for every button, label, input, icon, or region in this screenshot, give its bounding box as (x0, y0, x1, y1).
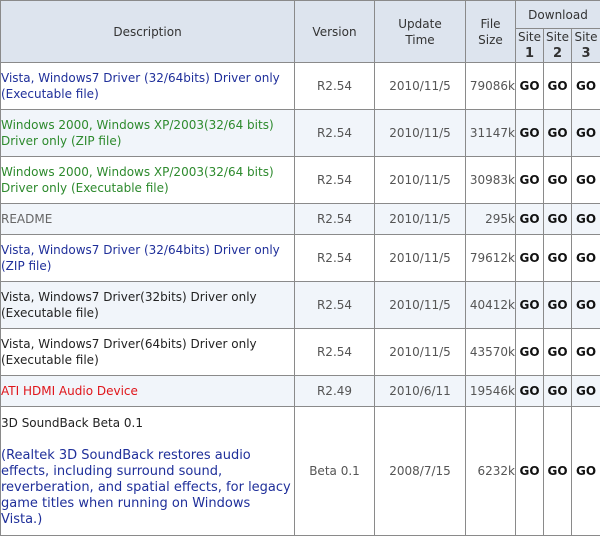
version-header: Version (295, 1, 375, 63)
download-site-1-link[interactable]: GO (516, 376, 544, 407)
download-site-1-link[interactable]: GO (516, 63, 544, 110)
description-text[interactable]: Windows 2000, Windows XP/2003(32/64 bits) Driver only (Executable file) (1, 165, 274, 195)
description-text[interactable]: Vista, Windows7 Driver(32bits) Driver only (Executable file) (1, 290, 257, 320)
table-row (1, 235, 600, 282)
download-site-1-link[interactable]: GO (516, 329, 544, 376)
row-version: R2.54 (295, 63, 375, 110)
download-site-2-link[interactable]: GO (544, 282, 572, 329)
row-file-size: 79086k (466, 63, 516, 110)
row-description[interactable] (1, 329, 295, 376)
row-update-time: 2010/11/5 (375, 63, 466, 110)
row-description[interactable] (1, 63, 295, 110)
row-description[interactable] (1, 407, 295, 536)
row-version: R2.54 (295, 157, 375, 204)
download-site-2-link[interactable]: GO (544, 235, 572, 282)
row-update-time: 2010/11/5 (375, 329, 466, 376)
row-version: R2.54 (295, 204, 375, 235)
table-body (1, 63, 600, 536)
row-version: R2.54 (295, 235, 375, 282)
row-update-time: 2010/11/5 (375, 235, 466, 282)
download-site-2-link[interactable]: GO (544, 329, 572, 376)
download-site-2-link[interactable]: GO (544, 157, 572, 204)
row-file-size: 19546k (466, 376, 516, 407)
download-site-2-link[interactable]: GO (544, 204, 572, 235)
description-header: Description (1, 1, 295, 63)
site-1-header: Site 1 (516, 29, 544, 63)
description-text[interactable]: 3D SoundBack Beta 0.1 (1, 416, 143, 430)
row-update-time: 2010/11/5 (375, 204, 466, 235)
row-file-size: 295k (466, 204, 516, 235)
row-description[interactable] (1, 376, 295, 407)
download-site-1-link[interactable]: GO (516, 110, 544, 157)
table-row (1, 110, 600, 157)
download-site-1-link[interactable]: GO (516, 282, 544, 329)
row-version: Beta 0.1 (295, 407, 375, 536)
description-text[interactable]: Vista, Windows7 Driver (32/64bits) Driver only (ZIP file) (1, 243, 280, 273)
row-update-time: 2010/11/5 (375, 157, 466, 204)
row-version: R2.54 (295, 110, 375, 157)
row-update-time: 2010/11/5 (375, 110, 466, 157)
download-site-3-link[interactable]: GO (572, 157, 600, 204)
download-site-2-link[interactable]: GO (544, 63, 572, 110)
row-update-time: 2008/7/15 (375, 407, 466, 536)
row-version: R2.49 (295, 376, 375, 407)
update-time-header: Update Time (375, 1, 466, 63)
description-text[interactable]: Vista, Windows7 Driver (32/64bits) Driver only (Executable file) (1, 71, 280, 101)
download-site-3-link[interactable]: GO (572, 376, 600, 407)
table-row (1, 157, 600, 204)
row-version: R2.54 (295, 329, 375, 376)
file-size-header: File Size (466, 1, 516, 63)
row-version: R2.54 (295, 282, 375, 329)
row-update-time: 2010/11/5 (375, 282, 466, 329)
description-text[interactable]: Vista, Windows7 Driver(64bits) Driver only (Executable file) (1, 337, 257, 367)
site-3-header: Site 3 (572, 29, 600, 63)
description-text[interactable]: ATI HDMI Audio Device (1, 384, 138, 398)
row-description[interactable] (1, 282, 295, 329)
table-row (1, 204, 600, 235)
download-site-3-link[interactable]: GO (572, 110, 600, 157)
download-site-3-link[interactable]: GO (572, 63, 600, 110)
download-site-3-link[interactable]: GO (572, 407, 600, 536)
description-text[interactable]: README (1, 212, 52, 226)
site-2-header: Site 2 (544, 29, 572, 63)
download-site-2-link[interactable]: GO (544, 110, 572, 157)
row-description[interactable] (1, 157, 295, 204)
table-row (1, 282, 600, 329)
download-site-3-link[interactable]: GO (572, 204, 600, 235)
description-note: (Realtek 3D SoundBack restores audio effects, including surround sound, reverberation, and spatial effects, for legacy game titles when running on Windows Vista.) (1, 448, 294, 528)
row-file-size: 6232k (466, 407, 516, 536)
row-file-size: 40412k (466, 282, 516, 329)
download-site-1-link[interactable]: GO (516, 407, 544, 536)
row-description[interactable] (1, 204, 295, 235)
download-header: Download (516, 1, 600, 29)
row-description[interactable] (1, 235, 295, 282)
download-site-2-link[interactable]: GO (544, 376, 572, 407)
table-row (1, 329, 600, 376)
row-update-time: 2010/6/11 (375, 376, 466, 407)
download-site-1-link[interactable]: GO (516, 204, 544, 235)
download-site-3-link[interactable]: GO (572, 329, 600, 376)
table-row (1, 63, 600, 110)
row-file-size: 43570k (466, 329, 516, 376)
table-row (1, 407, 600, 536)
row-file-size: 79612k (466, 235, 516, 282)
row-file-size: 30983k (466, 157, 516, 204)
table-row (1, 376, 600, 407)
download-site-2-link[interactable]: GO (544, 407, 572, 536)
row-description[interactable] (1, 110, 295, 157)
download-site-1-link[interactable]: GO (516, 157, 544, 204)
row-file-size: 31147k (466, 110, 516, 157)
download-site-3-link[interactable]: GO (572, 282, 600, 329)
description-text[interactable]: Windows 2000, Windows XP/2003(32/64 bits) Driver only (ZIP file) (1, 118, 274, 148)
download-site-1-link[interactable]: GO (516, 235, 544, 282)
download-site-3-link[interactable]: GO (572, 235, 600, 282)
